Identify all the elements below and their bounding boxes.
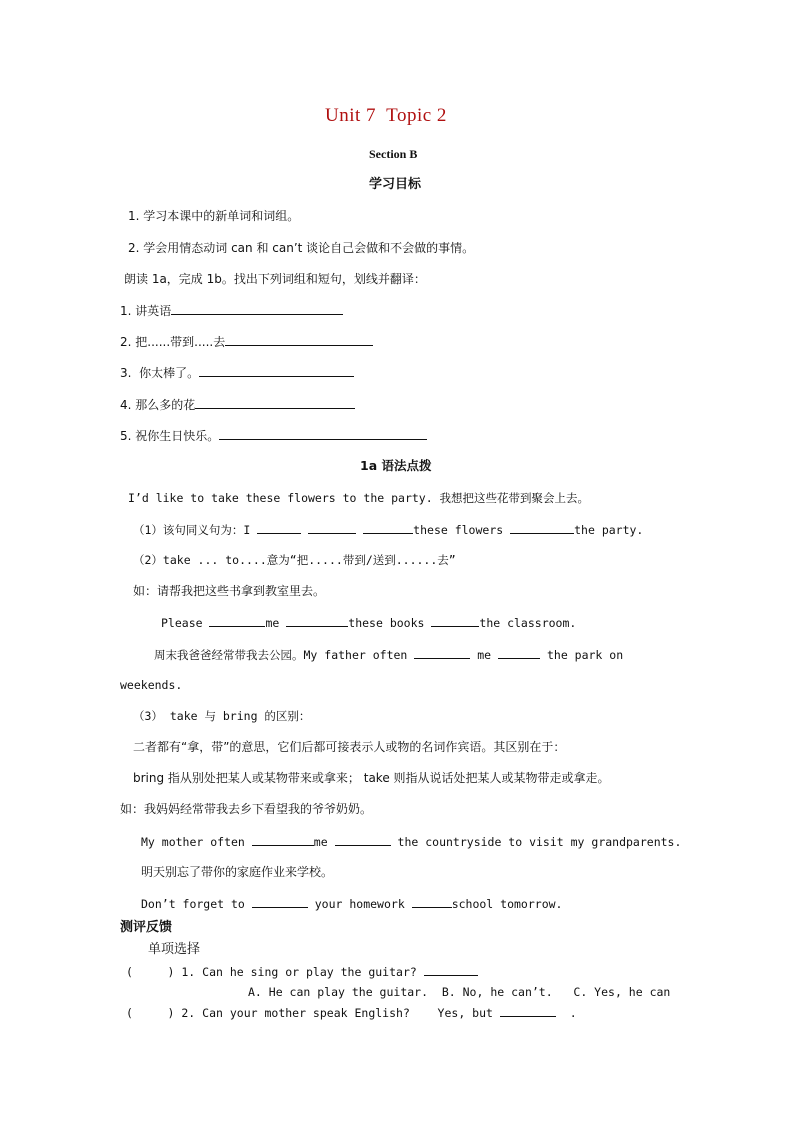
- q1-prefix: （1）该句同义句为：I: [133, 523, 251, 537]
- example-2-cont: weekends.: [120, 678, 183, 692]
- q2-text: ( ) 2. Can your mother speak English? Yes, but: [126, 1006, 493, 1020]
- answer-blank[interactable]: [414, 646, 470, 659]
- answer-blank[interactable]: [308, 521, 356, 534]
- grammar-q3: （3） take 与 bring 的区别：: [133, 709, 311, 723]
- grammar-q1: [133, 521, 643, 538]
- phrase-3: [120, 364, 354, 381]
- example-label: 如：请帮我把这些书拿到教室里去。: [133, 584, 326, 598]
- bring-take-line: bring 指从别处把某人或某物带来或拿来； take 则指从说话处把某人或某物带走或拿走。: [133, 771, 610, 785]
- example-4-label: 明天别忘了带你的家庭作业来学校。: [141, 865, 334, 879]
- phrase-5: [120, 427, 427, 444]
- question-2: [126, 1004, 577, 1021]
- phrase-text: 1. 讲英语: [120, 304, 172, 318]
- question-1: [126, 963, 478, 980]
- ex3-b: me: [313, 835, 328, 849]
- answer-blank[interactable]: [219, 427, 427, 440]
- example-1: [161, 614, 576, 631]
- goal-2: 2. 学会用情态动词 can 和 can’t 谈论自己会做和不会做的事情。: [128, 241, 475, 255]
- ex1-a: Please: [161, 616, 203, 630]
- example-3-label: 如：我妈妈经常带我去乡下看望我的爷爷奶奶。: [120, 802, 373, 816]
- example-4: [141, 895, 562, 912]
- answer-blank[interactable]: [363, 521, 413, 534]
- ex2-a: 周末我爸爸经常带我去公园。My father often: [154, 648, 408, 662]
- ex2-c: the park on: [546, 648, 624, 662]
- example-2: [154, 646, 623, 663]
- example-3: [141, 833, 681, 850]
- grammar-heading: 1a 语法点拨: [360, 458, 432, 473]
- goals-heading: 学习目标: [369, 177, 422, 192]
- feedback-heading: 测评反馈: [120, 920, 173, 935]
- ex4-b: your homework: [314, 897, 405, 911]
- choice-heading: 单项选择: [148, 942, 201, 957]
- grammar-q2: （2）take ... to....意为“把.....带到/送到......去”: [133, 553, 456, 567]
- difference-line: 二者都有“拿，带”的意思，它们后都可接表示人或物的名词作宾语。其区别在于：: [133, 740, 566, 754]
- ex3-a: My mother often: [141, 835, 245, 849]
- ex4-c: school tomorrow.: [451, 897, 563, 911]
- q2-end: .: [569, 1006, 577, 1020]
- answer-blank[interactable]: [286, 614, 348, 627]
- ex1-b: me: [265, 616, 280, 630]
- phrase-text: 3. 你太棒了。: [120, 366, 200, 380]
- ex1-d: the classroom.: [479, 616, 577, 630]
- answer-blank[interactable]: [510, 521, 574, 534]
- goal-1: 1. 学习本课中的新单词和词组。: [128, 209, 300, 223]
- phrase-text: 5. 祝你生日快乐。: [120, 429, 220, 443]
- answer-blank[interactable]: [424, 963, 478, 976]
- answer-blank[interactable]: [412, 895, 452, 908]
- q1-text: ( ) 1. Can he sing or play the guitar?: [126, 965, 417, 979]
- section-label: Section B: [369, 147, 418, 161]
- q1-end: the party.: [574, 523, 644, 537]
- phrase-1: [120, 302, 343, 319]
- phrase-text: 2. 把......带到.....去: [120, 335, 226, 349]
- answer-blank[interactable]: [500, 1004, 556, 1017]
- answer-blank[interactable]: [209, 614, 265, 627]
- answer-blank[interactable]: [199, 364, 354, 377]
- phrase-2: [120, 333, 373, 350]
- answer-blank[interactable]: [225, 333, 373, 346]
- q1-mid: these flowers: [413, 523, 504, 537]
- answer-blank[interactable]: [431, 614, 479, 627]
- answer-blank[interactable]: [195, 396, 355, 409]
- answer-blank[interactable]: [335, 833, 391, 846]
- ex3-c: the countryside to visit my grandparents.: [397, 835, 682, 849]
- answer-blank[interactable]: [252, 895, 308, 908]
- answer-blank[interactable]: [498, 646, 540, 659]
- answer-blank[interactable]: [257, 521, 301, 534]
- phrase-4: [120, 396, 355, 413]
- answer-blank[interactable]: [252, 833, 314, 846]
- question-1-options: A. He can play the guitar. B. No, he can’t. C. Yes, he can: [248, 985, 671, 999]
- ex4-a: Don’t forget to: [141, 897, 245, 911]
- phrase-text: 4. 那么多的花: [120, 398, 196, 412]
- instruction-line: 朗读 1a，完成 1b。找出下列词组和短句，划线并翻译：: [124, 272, 426, 286]
- ex2-b: me: [477, 648, 492, 662]
- answer-blank[interactable]: [171, 302, 343, 315]
- ex1-c: these books: [348, 616, 425, 630]
- page-title: Unit 7 Topic 2: [325, 105, 447, 126]
- grammar-sentence: I’d like to take these flowers to the party. 我想把这些花带到聚会上去。: [128, 491, 590, 505]
